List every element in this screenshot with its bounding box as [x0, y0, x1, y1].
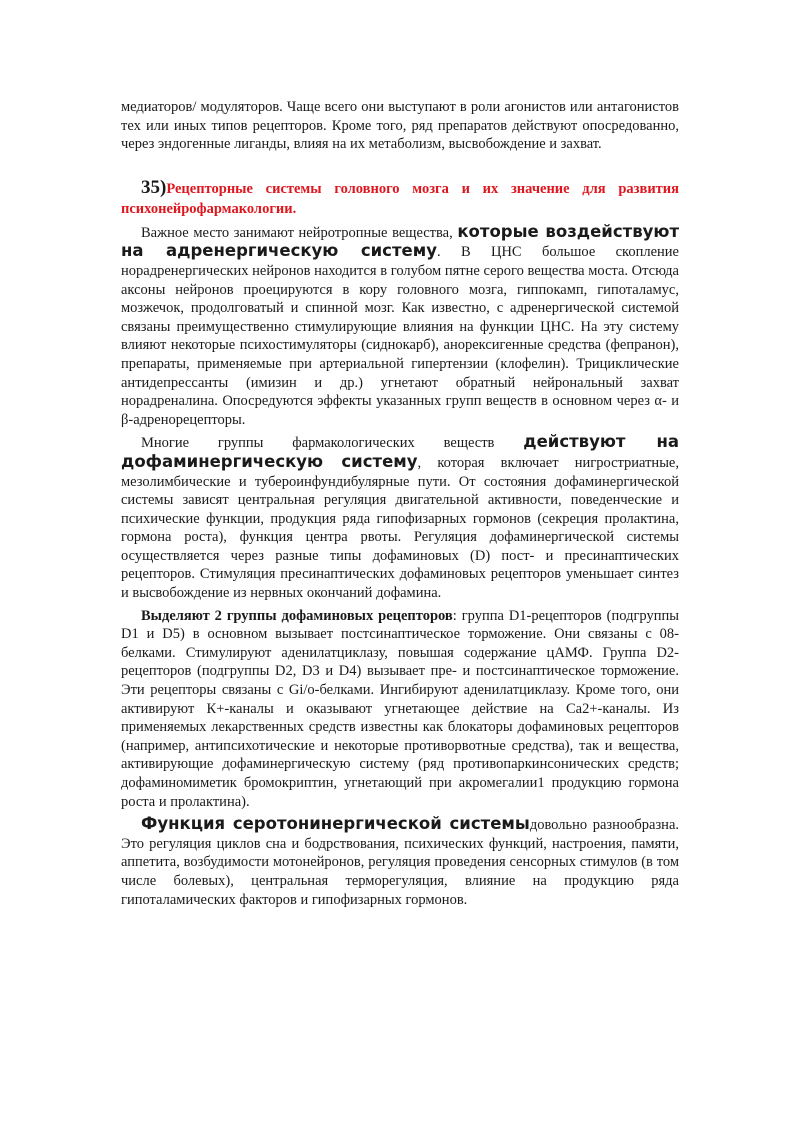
- paragraph-dopaminergic: [121, 433, 679, 602]
- p1-emphasis: которые воздействуют на адренергическую систему: [121, 221, 680, 261]
- p2-emphasis: действуют на дофаминергическую систему: [121, 432, 679, 471]
- p1-lead: Важное место занимают нейротропные вещества,: [141, 224, 458, 241]
- p3-body: : группа D1-рецепторов (подгруппы D1 и D5) в основном вызывает постсинаптическое торможение. Они связаны с 08-белками. Стимулируют аденилатциклазу, повышая содержание цАМФ. Группа D2-рецепторов (подгруппы D2, D3 и D4) вызывает пре- и постсинаптическое торможение. Эти рецепторы связаны с Gi/o-белками. Ингибируют аденилатциклазу. Кроме того, они активируют К+-каналы и оказывают угнетающее действие на Са2+-каналы. Из применяемых лекарственных средств известны как блокаторы дофаминовых рецепторов (например, антипсихотические и некоторые противорвотные средства), так и вещества, активирующие дофаминергическую систему (ряд противопаркинсонических средств; дофаминомиметик бромокриптин, угнетающий при акромегалии1 продукцию гормона роста и пролактина).: [121, 607, 679, 810]
- p2-lead: Многие группы фармакологических веществ: [141, 435, 524, 452]
- intro-paragraph: медиаторов/ модуляторов. Чаще всего они выступают в роли агонистов или антагонистов тех или иных типов рецепторов. Кроме того, ряд препаратов действуют опосредованно, через эндогенные лиганды, влияя на их метаболизм, высвобождение и захват.: [121, 99, 679, 153]
- section-title: Рецепторные системы головного мозга и их значение для развития психонейрофармакологии.: [121, 180, 679, 217]
- p4-body: довольно разнообразна. Это регуляция циклов сна и бодрствования, психических функций, настроения, памяти, аппетита, возбудимости мотонейронов, регуляция проведения сенсорных стимулов (в том числе болевых), центральная терморегуляция, влияние на продукцию ряда гипоталамических факторов и гипофизарных гормонов.: [121, 817, 679, 908]
- section-heading: [121, 178, 679, 219]
- paragraph-dopamine-receptors: [121, 607, 679, 812]
- p1-body: . В ЦНС большое скопление норадренергических нейронов находится в голубом пятне серого вещества моста. Отсюда аксоны нейронов проецируются в кору головного мозга, гиппокамп, гипоталамус, мозжечок, продолговатый и спинной мозг. Как известно, с адренергической системой связаны преимущественно стимулирующие влияния на функции ЦНС. На эту систему влияют некоторые психостимуляторы (сиднокарб), анорексигенные средства (фепранон), препараты, применяемые при артериальной гипертензии (клофелин). Трициклические антидепрессанты (имизин и др.) угнетают обратный нейрональный захват норадреналина. Опосредуются эффекты указанных групп веществ в основном через α- и β-адренорецепторы.: [121, 244, 679, 428]
- paragraph-serotonergic: [121, 815, 679, 909]
- p4-emphasis: Функция серотонинергической системы: [141, 814, 530, 834]
- section-number: 35): [141, 176, 167, 198]
- p2-body: , которая включает нигростриатные, мезолимбические и тубероинфундибулярные пути. От состояния дофаминергической системы зависят центральная регуляция двигательной активности, поведенческие и психические функции, продукция ряда гипофизарных гормонов (секреция пролактина, гормона роста), функция центра рвоты. Регуляция дофаминергической системы осуществляется через разные типы дофаминовых (D) пост- и пресинаптических рецепторов. Стимуляция пресинаптических дофаминовых рецепторов уменьшает синтез и высвобождение из нервных окончаний дофамина.: [121, 454, 679, 602]
- document-page: [121, 98, 679, 909]
- paragraph-adrenergic: [121, 223, 679, 430]
- p3-emphasis: Выделяют 2 группы дофаминовых рецепторов: [141, 607, 453, 624]
